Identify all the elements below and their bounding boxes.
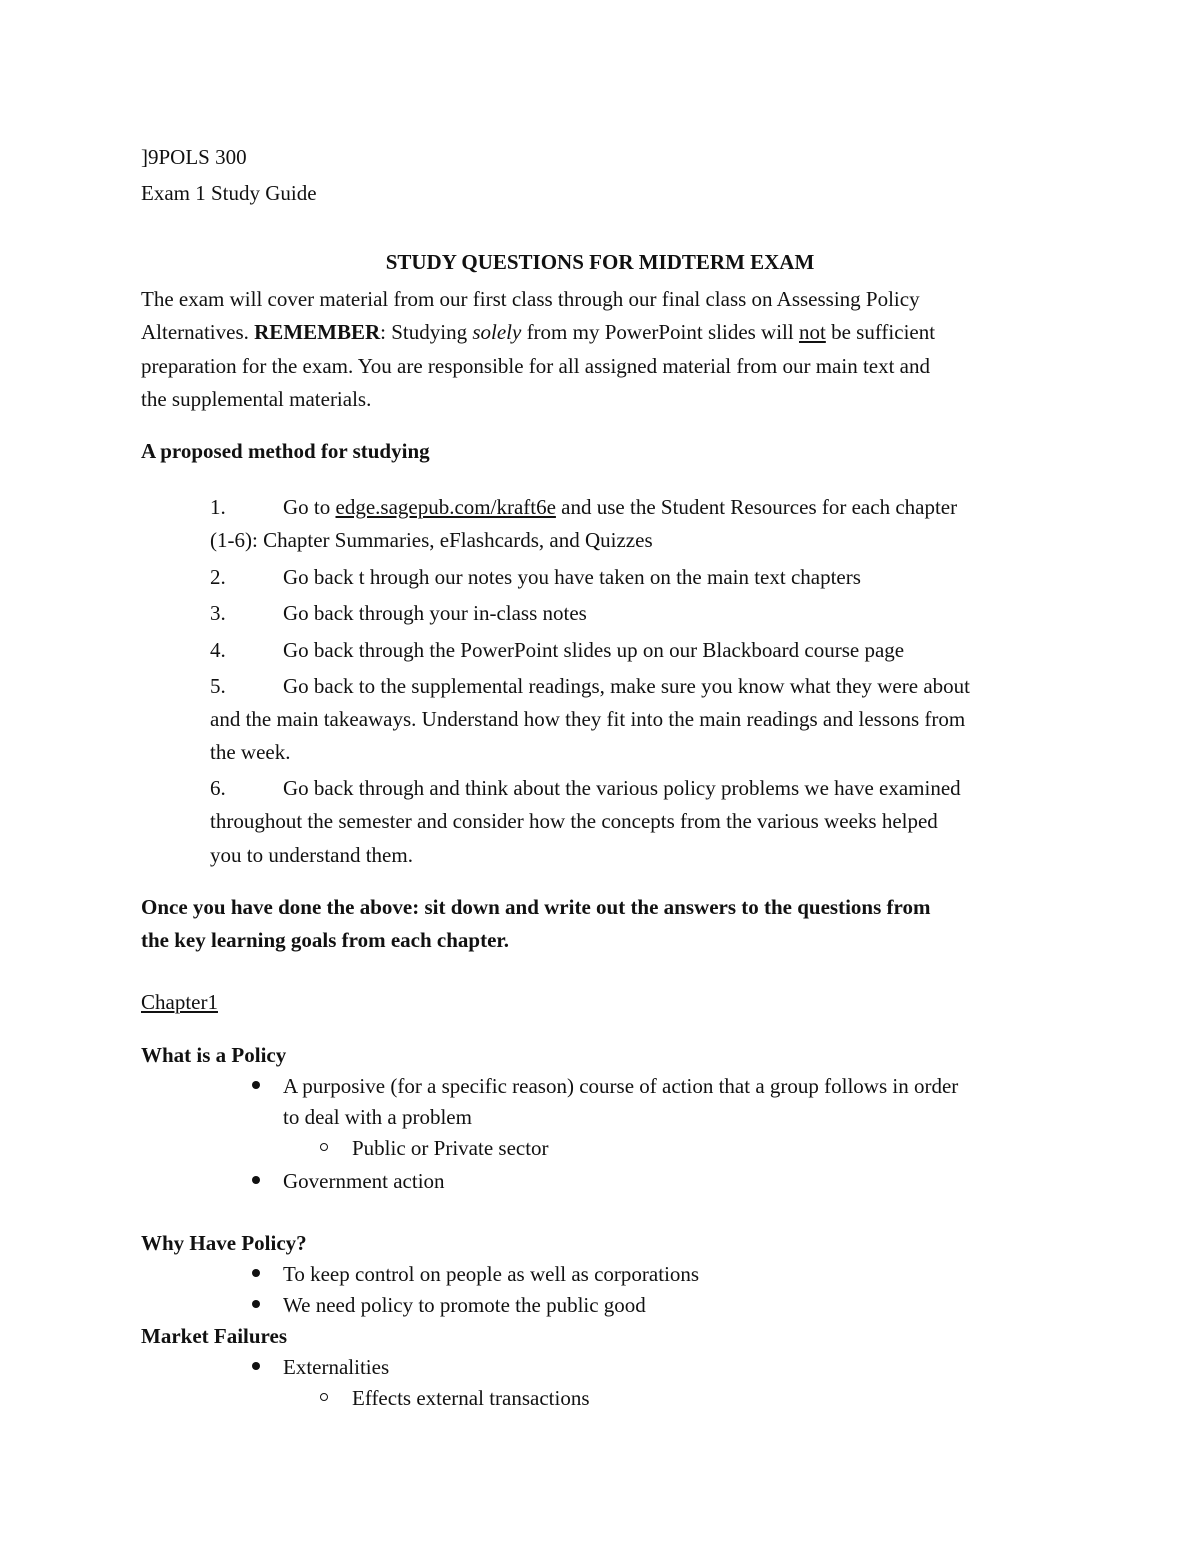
step-5-continuation: the week. (210, 740, 291, 764)
step-number: 6. (210, 776, 226, 800)
doc-title: STUDY QUESTIONS FOR MIDTERM EXAM (385, 250, 815, 274)
sub-bullet-item: Effects external transactions (352, 1386, 590, 1410)
sagepub-link[interactable]: edge.sagepub.com/kraft6e (335, 495, 556, 519)
step-6-text: Go back through and think about the various policy problems we have examined (283, 776, 961, 800)
course-code: ]9POLS 300 (141, 145, 247, 169)
intro-line-3: preparation for the exam. You are responsible for all assigned material from our main text and (141, 354, 931, 378)
method-heading: A proposed method for studying (141, 439, 430, 463)
step-4-text: Go back through the PowerPoint slides up on our Blackboard course page (283, 638, 905, 662)
bullet-item-continuation: to deal with a problem (283, 1105, 472, 1129)
section-heading: Why Have Policy? (141, 1231, 307, 1255)
chapter-label: Chapter1 (141, 990, 218, 1014)
remember-emphasis: REMEMBER (254, 320, 381, 344)
bullet-item: Government action (283, 1169, 445, 1193)
step-6-continuation: you to understand them. (210, 843, 413, 867)
step-number: 4. (210, 638, 226, 662)
bullet-icon (252, 1081, 260, 1089)
intro-line-1: The exam will cover material from our first class through our final class on Assessing Policy (141, 287, 920, 311)
step-1-text: Go to edge.sagepub.com/kraft6e and use the Student Resources for each chapter (283, 495, 958, 519)
bullet-item: Externalities (283, 1355, 390, 1379)
step-2-text: Go back t hrough our notes you have taken on the main text chapters (283, 565, 861, 589)
step-number: 2. (210, 565, 226, 589)
bullet-item: We need policy to promote the public good (283, 1293, 646, 1317)
instruction-line-1: Once you have done the above: sit down and write out the answers to the questions from (141, 895, 931, 919)
step-number: 3. (210, 601, 226, 625)
sub-bullet-icon (320, 1393, 328, 1401)
intro-line-2: Alternatives. REMEMBER: Studying solely from my PowerPoint slides will not be sufficient (141, 320, 936, 344)
step-5-text: Go back to the supplemental readings, make sure you know what they were about (283, 674, 970, 698)
sub-bullet-item: Public or Private sector (352, 1136, 549, 1160)
step-number: 5. (210, 674, 226, 698)
step-1-continuation: (1-6): Chapter Summaries, eFlashcards, and Quizzes (210, 528, 653, 552)
section-heading: Market Failures (141, 1324, 287, 1348)
step-3-text: Go back through your in-class notes (283, 601, 587, 625)
instruction-line-2: the key learning goals from each chapter. (141, 928, 510, 952)
bullet-icon (252, 1269, 260, 1277)
solely-emphasis: solely (472, 320, 522, 344)
bullet-icon (252, 1362, 260, 1370)
bullet-item: To keep control on people as well as corporations (283, 1262, 700, 1286)
not-emphasis: not (798, 320, 826, 344)
section-heading: What is a Policy (141, 1043, 287, 1067)
bullet-icon (252, 1176, 260, 1184)
doc-subtitle: Exam 1 Study Guide (141, 181, 317, 205)
intro-line-4: the supplemental materials. (141, 387, 372, 411)
step-6-continuation: throughout the semester and consider how the concepts from the various weeks helped (210, 809, 938, 833)
sub-bullet-icon (320, 1143, 328, 1151)
bullet-icon (252, 1300, 260, 1308)
bullet-item: A purposive (for a specific reason) course of action that a group follows in order (283, 1074, 959, 1098)
step-number: 1. (210, 495, 226, 519)
step-5-continuation: and the main takeaways. Understand how they fit into the main readings and lessons from (210, 707, 966, 731)
